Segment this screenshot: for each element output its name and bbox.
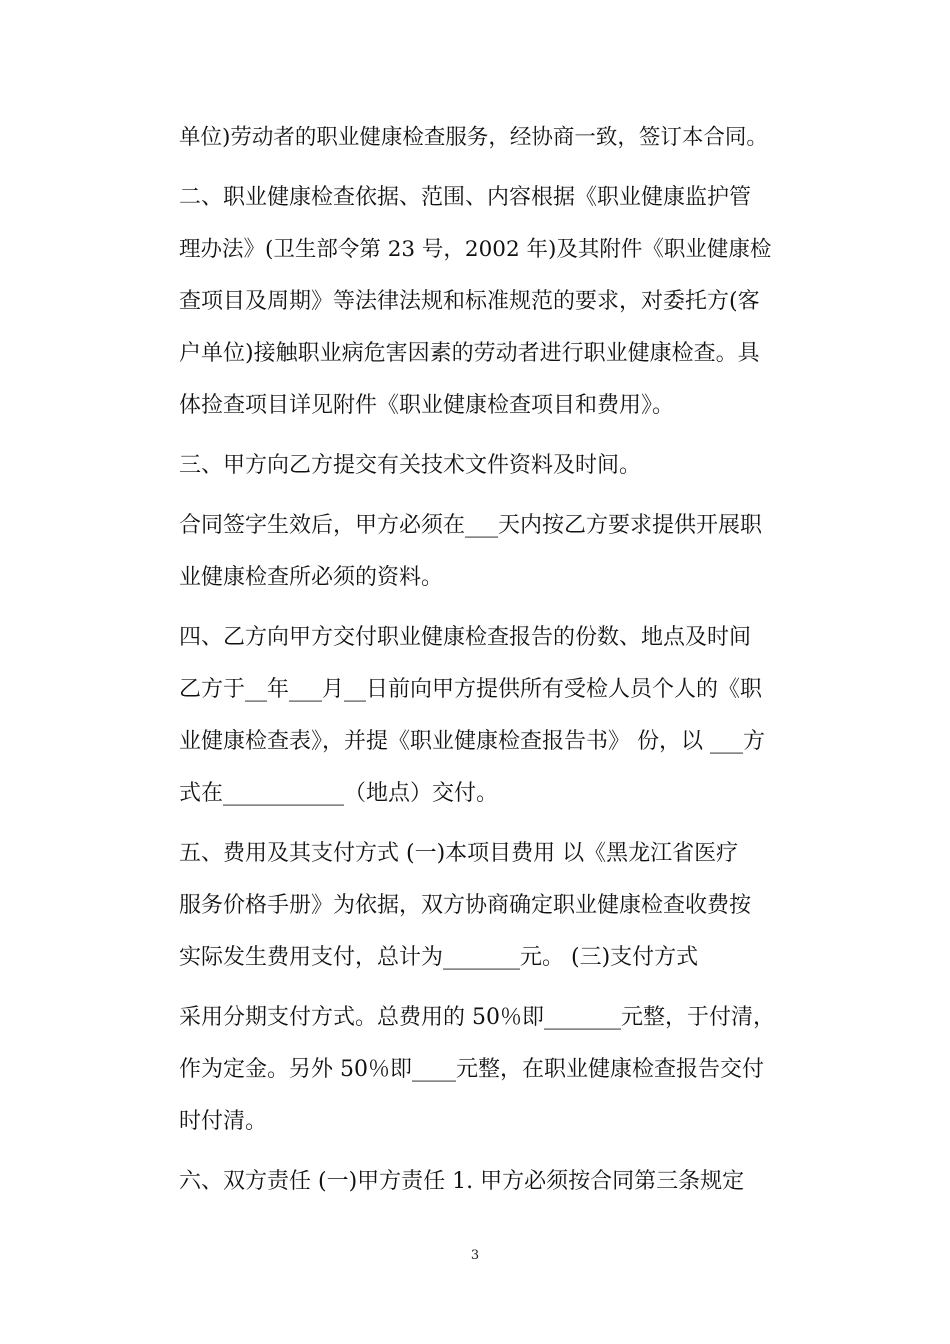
text-line: 采用分期支付方式。总费用的 50％即_______元整，于付清， [179,1005,775,1030]
text-line: 查项目及周期》等法律法规和标准规范的要求，对委托方(客 [179,289,760,314]
text-line: 户单位)接触职业病危害因素的劳动者进行职业健康检查。具 [179,341,760,366]
page-number: 3 [470,1248,480,1263]
text-line: 实际发生费用支付，总计为_______元。 (三)支付方式 [179,945,699,970]
text-line: 二、职业健康检查依据、范围、内容根据《职业健康监护管 [179,185,752,210]
text-line: 式在___________（地点）交付。 [179,781,499,806]
text-line: 业健康检查表》，并提《职业健康检查报告书》 份，以 ___方 [179,729,765,754]
text-line: 业健康检查所必须的资料。 [179,565,444,590]
text-line: 六、双方责任 (一)甲方责任 1. 甲方必须按合同第三条规定 [179,1169,745,1194]
text-line: 四、乙方向甲方交付职业健康检查报告的份数、地点及时间 [179,625,752,650]
text-line: 合同签字生效后，甲方必须在___天内按乙方要求提供开展职 [179,513,763,538]
text-line: 单位)劳动者的职业健康检查服务，经协商一致，签订本合同。 [179,125,768,150]
text-line: 理办法》(卫生部令第 23 号，2002 年)及其附件《职业健康检 [179,237,772,262]
text-line: 五、费用及其支付方式 (一)本项目费用 以《黑龙江省医疗 [179,841,739,866]
text-line: 作为定金。另外 50％即____元整，在职业健康检查报告交付 [179,1057,764,1082]
text-line: 三、甲方向乙方提交有关技术文件资料及时间。 [179,453,642,478]
text-line: 服务价格手册》为依据，双方协商确定职业健康检查收费按 [179,893,752,918]
text-line: 时付清。 [179,1109,268,1134]
text-line: 体捡查项目详见附件《职业健康检查项目和费用》。 [179,393,675,418]
text-line: 乙方于__年___月__日前向甲方提供所有受检人员个人的《职 [179,677,763,702]
